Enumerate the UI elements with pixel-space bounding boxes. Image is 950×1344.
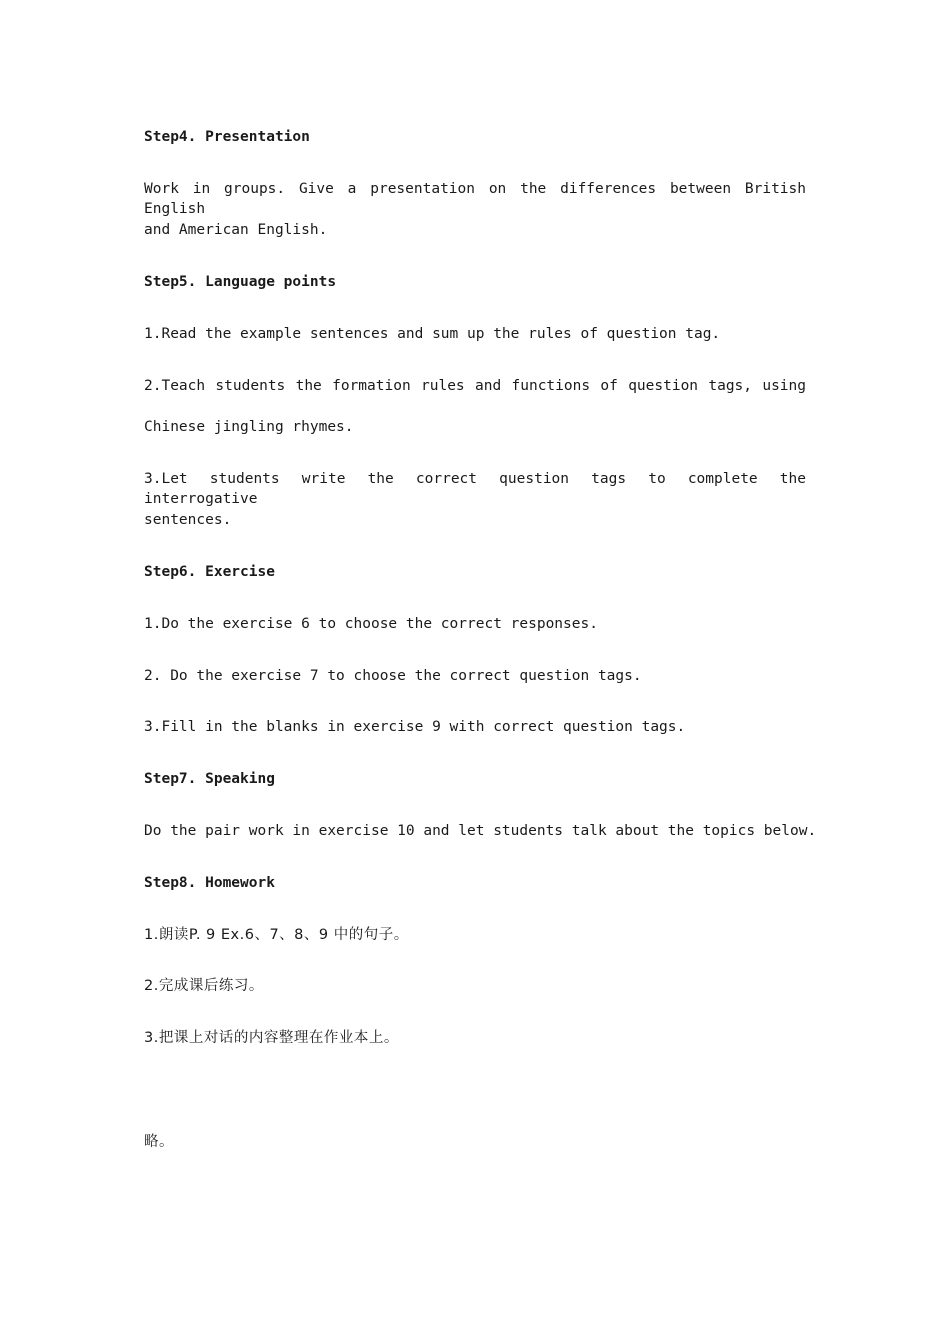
step6-item2: 2. Do the exercise 7 to choose the correct question tags.: [144, 668, 642, 684]
step5-item1: 1.Read the example sentences and sum up the rules of question tag.: [144, 326, 721, 342]
step6-item1: 1.Do the exercise 6 to choose the correct responses.: [144, 616, 598, 632]
step6-item3: 3.Fill in the blanks in exercise 9 with correct question tags.: [144, 719, 686, 735]
step5-item3-line1: 3.Let students write the correct question tags to complete the interrogative: [144, 471, 806, 507]
step8-item2: 2.完成课后练习。: [144, 978, 264, 994]
step4-paragraph-line1: Work in groups. Give a presentation on the differences between British English: [144, 181, 806, 217]
closing-note: 略。: [144, 1134, 174, 1150]
step5-item3-line2: sentences.: [144, 512, 232, 528]
step8-item1: 1.朗读P. 9 Ex.6、7、8、9 中的句子。: [144, 927, 409, 943]
step4-paragraph-line2: and American English.: [144, 222, 328, 238]
step5-item2-line2: Chinese jingling rhymes.: [144, 419, 354, 435]
step7-paragraph: Do the pair work in exercise 10 and let students talk about the topics below.: [144, 823, 817, 839]
step4-heading: Step4. Presentation: [144, 129, 310, 145]
step5-heading: Step5. Language points: [144, 274, 337, 290]
step5-item2-line1: 2.Teach students the formation rules and functions of question tags, using: [144, 378, 806, 394]
step8-item3: 3.把课上对话的内容整理在作业本上。: [144, 1030, 399, 1046]
step7-heading: Step7. Speaking: [144, 771, 275, 787]
step6-heading: Step6. Exercise: [144, 564, 275, 580]
step8-heading: Step8. Homework: [144, 875, 275, 891]
